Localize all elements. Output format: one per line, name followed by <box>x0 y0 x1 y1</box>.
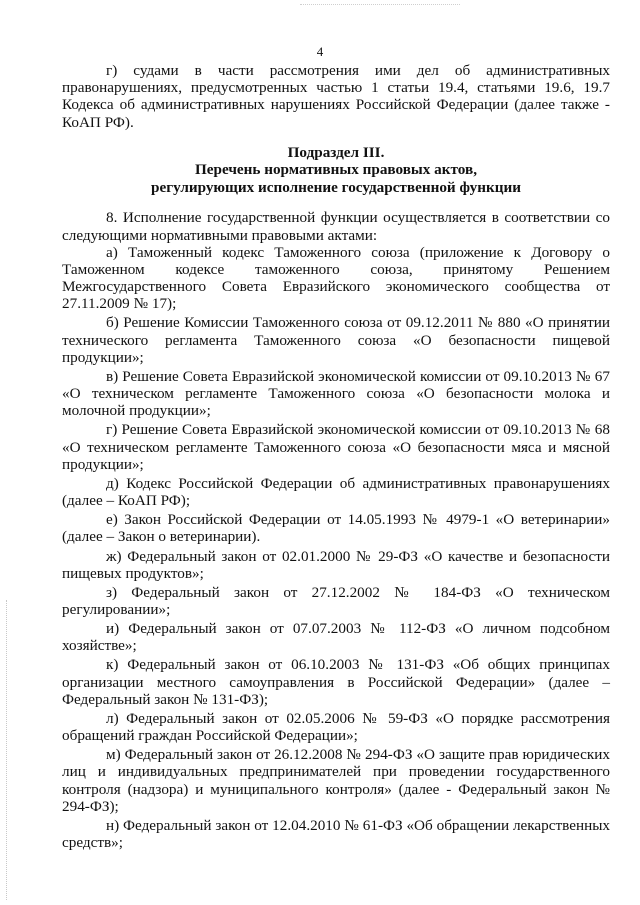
list-item: и) Федеральный закон от 07.07.2003 № 112-ФЗ «О личном подсобном хозяйстве»; <box>62 620 610 655</box>
list-item: а) Таможенный кодекс Таможенного союза (приложение к Договору о Таможенном кодексе таможенного союза, принятому Решением Межгосударственного Совета Евразийского экономического сообщества от 27.11.2009 № 17); <box>62 243 610 313</box>
list-item: н) Федеральный закон от 12.04.2010 № 61-ФЗ «Об обращении лекарственных средств»; <box>62 816 610 852</box>
page-number: 4 <box>316 44 324 59</box>
intro-paragraph: г) судами в части рассмотрения ими дел об административных правонарушениях, предусмотренных частью 1 статьи 19.4, статьями 19.6, 19.7 Кодекса об административных нарушениях Российской Федерации (далее также - КоАП РФ). <box>62 62 610 131</box>
list-item: к) Федеральный закон от 06.10.2003 № 131-ФЗ «Об общих принципах организации местного самоуправления в Российской Федерации» (далее – Федеральный закон № 131-ФЗ); <box>62 656 610 708</box>
section-heading-line-1: Подраздел III. <box>287 143 385 161</box>
legal-acts-list <box>62 244 610 852</box>
list-item: б) Решение Комиссии Таможенного союза от 09.12.2011 № 880 «О принятии технического регламента Таможенного союза «О безопасности пищевой продукции»; <box>62 314 610 366</box>
section-heading <box>62 144 610 197</box>
list-item: з) Федеральный закон от 27.12.2002 № 184-ФЗ «О техническом регулировании»; <box>62 583 610 619</box>
section-heading-line-2: Перечень нормативных правовых актов, <box>194 161 478 179</box>
list-item: е) Закон Российской Федерации от 14.05.1993 № 4979-1 «О ветеринарии» (далее – Закон о ветеринарии). <box>62 511 610 546</box>
list-item: м) Федеральный закон от 26.12.2008 № 294-ФЗ «О защите прав юридических лиц и индивидуальных предпринимателей при проведении государственного контроля (надзора) и муниципального контроля» (далее - Федеральный закон № 294-ФЗ); <box>62 746 610 815</box>
list-item: ж) Федеральный закон от 02.01.2000 № 29-ФЗ «О качестве и безопасности пищевых продуктов»; <box>62 547 610 582</box>
lead-paragraph: 8. Исполнение государственной функции осуществляется в соответствии со следующими нормативными правовыми актами: <box>62 209 610 244</box>
section-heading-line-3: регулирующих исполнение государственной функции <box>151 178 521 196</box>
document-body <box>62 62 610 853</box>
list-item: в) Решение Совета Евразийской экономической комиссии от 09.10.2013 № 67 «О техническом регламенте Таможенного союза «О безопасности молока и молочной продукции»; <box>62 367 610 420</box>
list-item: г) Решение Совета Евразийской экономической комиссии от 09.10.2013 № 68 «О техническом регламенте Таможенного союза «О безопасности мяса и мясной продукции»; <box>62 421 610 473</box>
scan-artifact-top <box>300 4 460 6</box>
list-item: д) Кодекс Российской Федерации об административных правонарушениях (далее – КоАП РФ); <box>62 474 610 510</box>
list-item: л) Федеральный закон от 02.05.2006 № 59-ФЗ «О порядке рассмотрения обращений граждан Российской Федерации»; <box>62 709 610 745</box>
scan-artifact-left-edge <box>6 600 8 900</box>
